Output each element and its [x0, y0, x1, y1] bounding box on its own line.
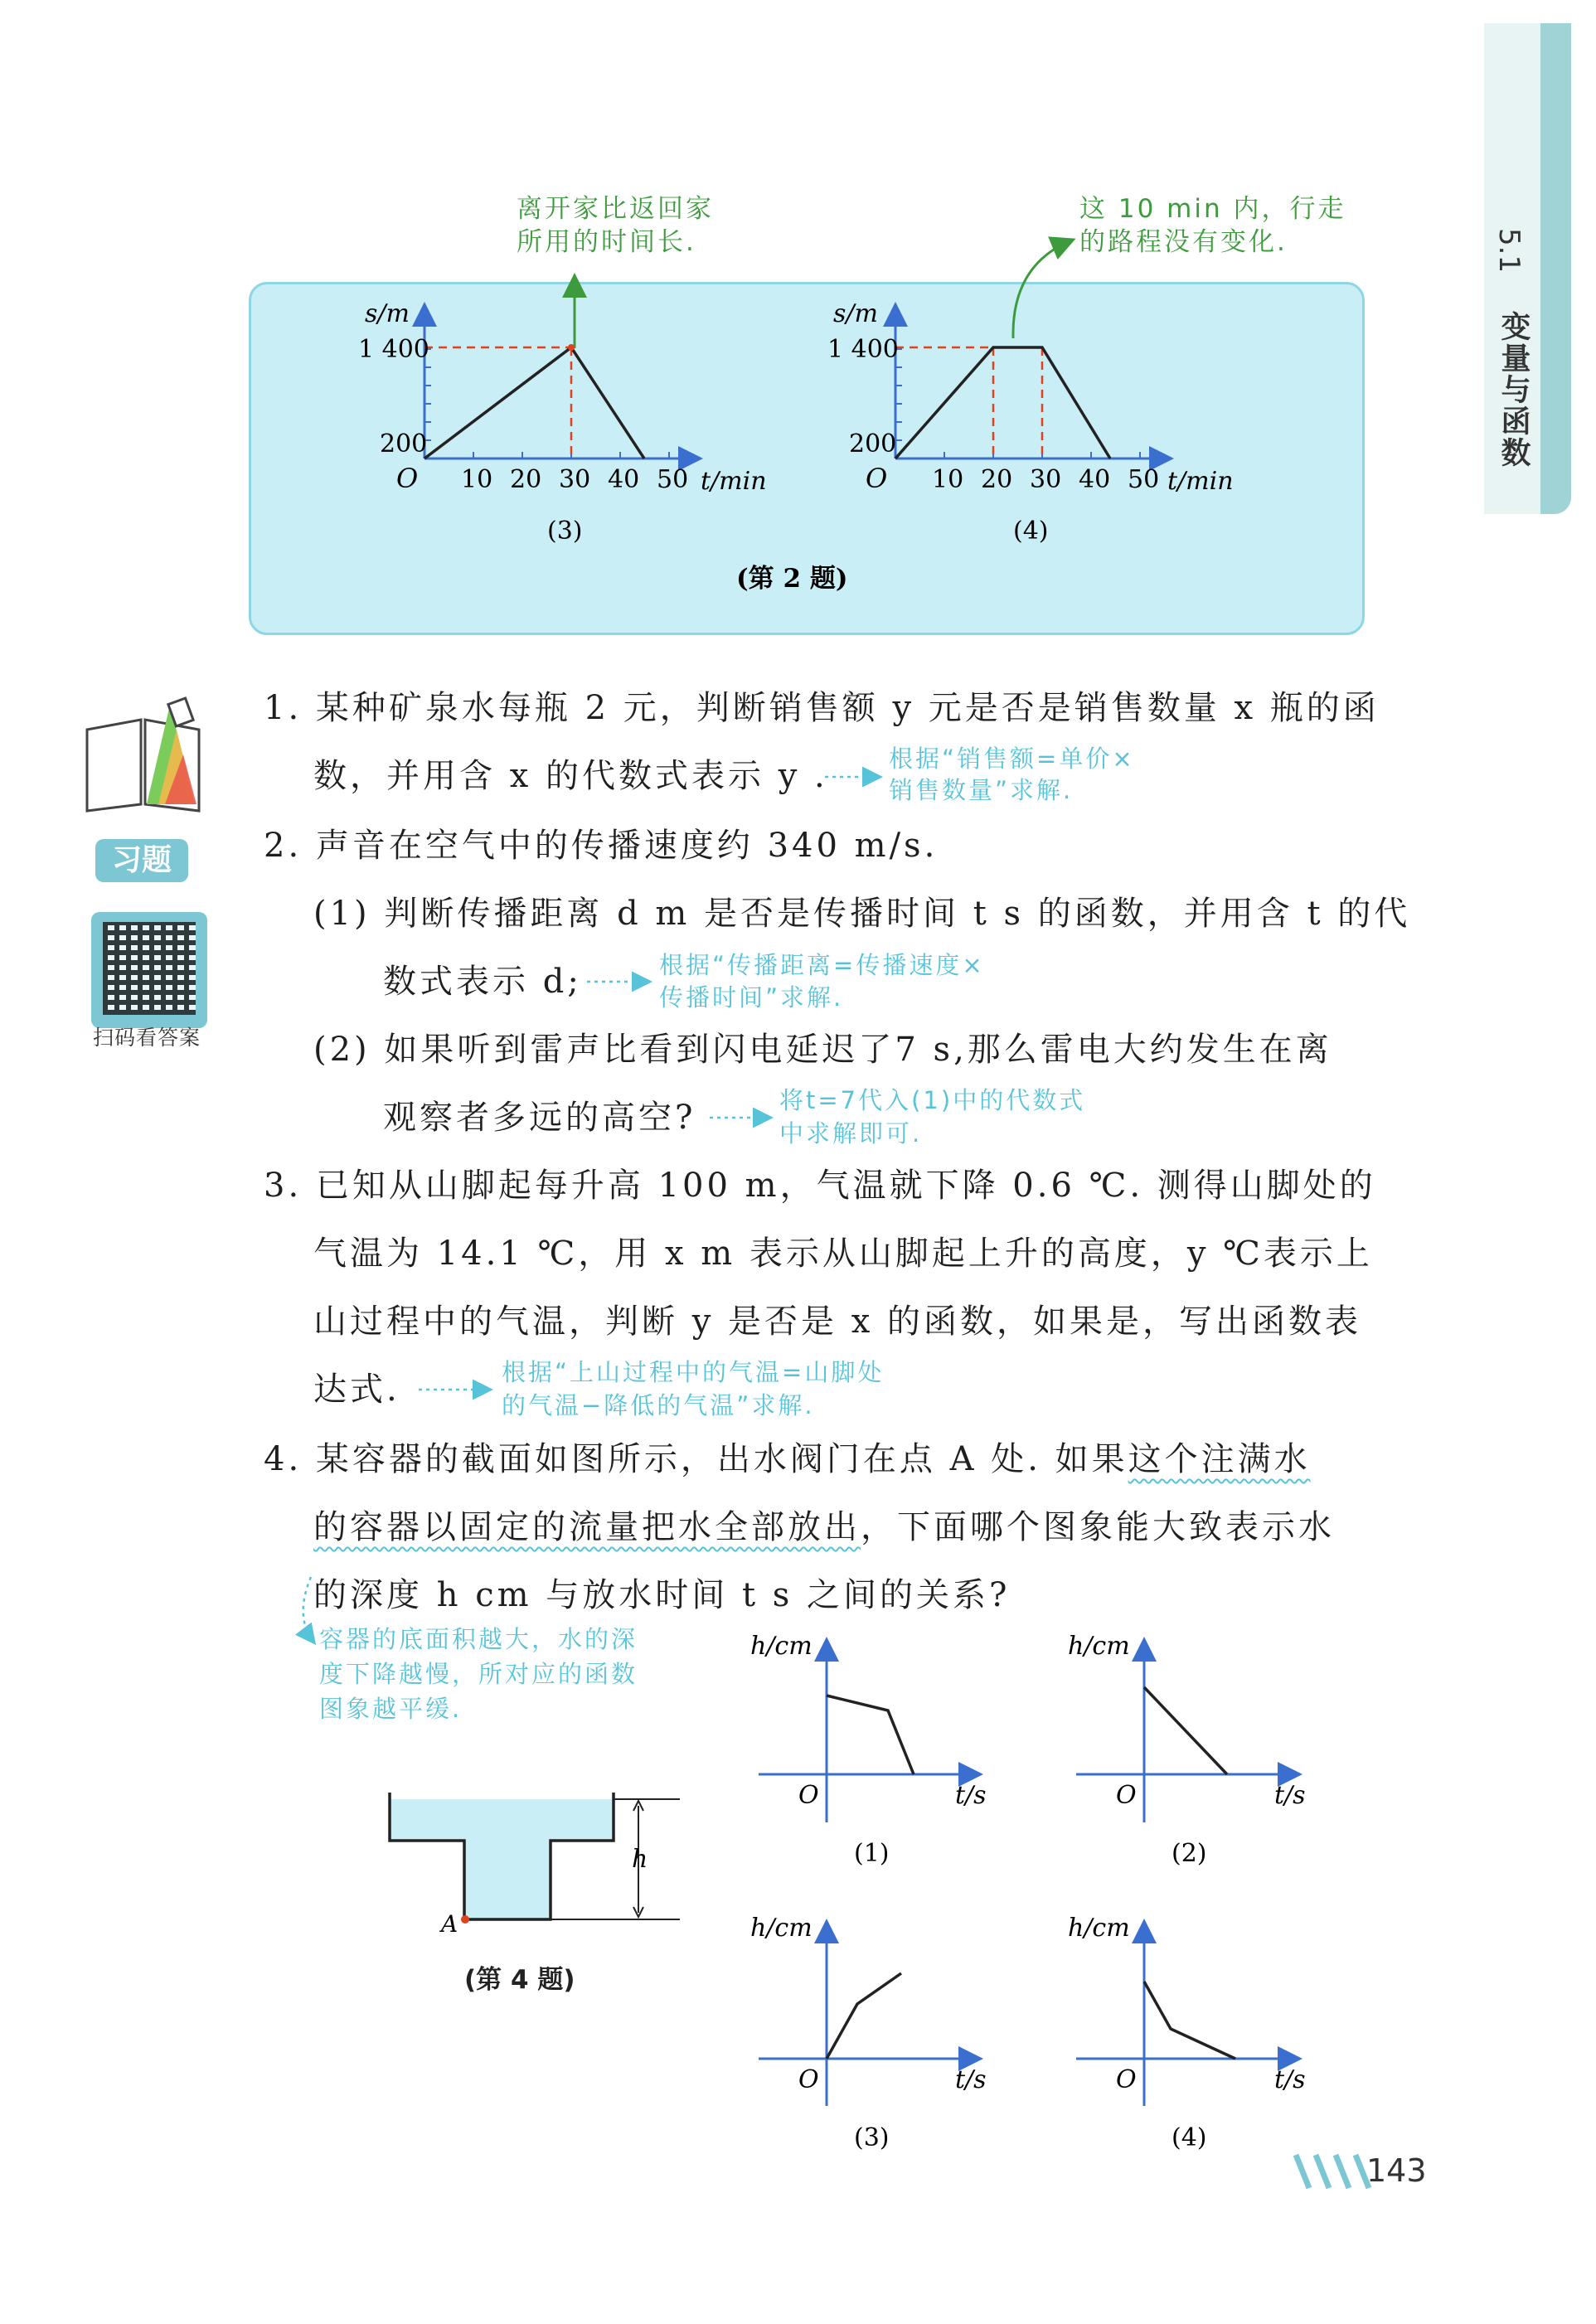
- q3-note-line2: 的气温−降低的气温”求解.: [502, 1391, 815, 1419]
- q1-note-line1: 根据“销售额=单价×: [889, 745, 1135, 773]
- q2-1-note-line2: 传播时间”求解.: [659, 983, 844, 1012]
- note-graph3-line2: 所用的时间长.: [517, 227, 696, 257]
- height-label: h: [632, 1845, 648, 1874]
- q4-note-line3: 图象越平缓.: [319, 1695, 463, 1723]
- ytick-200-3: 200: [380, 429, 428, 458]
- q2-1-note-line1: 根据“传播距离=传播速度×: [659, 951, 985, 979]
- q2-line1: 2. 声音在空气中的传播速度约 340 m/s.: [264, 827, 939, 865]
- series-line-4-1: [827, 1696, 914, 1774]
- xlabel-4-1: t/s: [955, 1781, 987, 1810]
- exercise-label: 习题: [95, 839, 188, 882]
- graph-4-1: [750, 1632, 987, 1868]
- q3-line3: 山过程中的气温，判断 y 是否是 x 的函数，如果是，写出函数表: [313, 1303, 1362, 1341]
- ylabel-4-2: h/cm: [1068, 1632, 1130, 1661]
- point-a-label: A: [441, 1910, 458, 1938]
- q2-2-note-line2: 中求解即可.: [779, 1119, 923, 1147]
- origin-4: O: [866, 463, 888, 494]
- figure4-graphs: [0, 1617, 1596, 2197]
- ylabel-4: s/m: [833, 299, 878, 328]
- q3-line2: 气温为 14.1 ℃，用 x m 表示从山脚起上升的高度，y ℃表示上: [313, 1235, 1373, 1273]
- xtick-10-4: 10: [932, 465, 964, 494]
- origin-4-3: O: [798, 2065, 819, 2094]
- q3-line1: 3. 已知从山脚起每升高 100 m，气温就下降 0.6 ℃. 测得山脚处的: [264, 1167, 1376, 1205]
- caption-4: (4): [1013, 517, 1049, 546]
- q1-line2: 数，并用含 x 的代数式表示 y .: [313, 757, 828, 795]
- graph-4-3: [750, 1914, 987, 2152]
- note-graph4-line1: 这 10 min 内，行走: [1079, 194, 1346, 224]
- xlabel-4-4: t/s: [1274, 2065, 1306, 2094]
- ylabel-4-1: h/cm: [750, 1632, 813, 1661]
- xlabel-3: t/min: [701, 467, 767, 496]
- xtick-50-3: 50: [657, 465, 689, 494]
- q4-line1-text: 4. 某容器的截面如图所示，出水阀门在点 A 处. 如果: [264, 1440, 1128, 1478]
- origin-4-4: O: [1116, 2065, 1137, 2094]
- section-number: 5.1: [1492, 228, 1526, 274]
- origin-3: O: [396, 463, 419, 494]
- series-line-4-3: [827, 1973, 901, 2059]
- graph-4-4: [1068, 1914, 1306, 2152]
- q4-line1-underlined: 这个注满水: [1128, 1440, 1311, 1478]
- ytick-1400-3: 1 400: [358, 335, 429, 364]
- figure2-title: (第 2 题): [736, 564, 848, 594]
- figure4-title: (第 4 题): [464, 1965, 575, 1995]
- ylabel-3: s/m: [365, 299, 410, 328]
- xlabel-4: t/min: [1167, 467, 1234, 496]
- note-graph4-line2: 的路程没有变化.: [1079, 227, 1288, 257]
- q2-1-line1: (1) 判断传播距离 d m 是否是传播时间 t s 的函数，并用含 t 的代: [313, 895, 1411, 933]
- q2-1-line2: 数式表示 d;: [383, 963, 582, 1001]
- q2-2-note-line1: 将t=7代入(1)中的代数式: [779, 1086, 1086, 1114]
- q1-note-line2: 销售数量”求解.: [889, 776, 1074, 804]
- section-title: 变量与函数: [1497, 311, 1531, 468]
- caption-4-1: (1): [854, 1839, 890, 1868]
- q1-line1: 1. 某种矿泉水每瓶 2 元，判断销售额 y 元是否是销售数量 x 瓶的函: [264, 689, 1380, 727]
- q4-line2-underlined: 的容器以固定的流量把水全部放出: [313, 1508, 861, 1546]
- caption-4-2: (2): [1172, 1839, 1207, 1868]
- note-graph3-line1: 离开家比返回家: [517, 194, 714, 224]
- q4-line3: 的深度 h cm 与放水时间 t s 之间的关系?: [313, 1576, 1011, 1614]
- page-number: 143: [1366, 2152, 1427, 2189]
- xtick-40-4: 40: [1079, 465, 1111, 494]
- origin-4-2: O: [1116, 1781, 1137, 1810]
- caption-4-3: (3): [854, 2123, 890, 2152]
- ytick-200-4: 200: [849, 429, 897, 458]
- xtick-10-3: 10: [461, 465, 493, 494]
- xlabel-4-2: t/s: [1274, 1781, 1306, 1810]
- q3-line4: 达式.: [313, 1371, 400, 1409]
- q4-line2-text: ，下面哪个图象能大致表示水: [861, 1508, 1335, 1546]
- xtick-30-4: 30: [1030, 465, 1062, 494]
- xtick-50-4: 50: [1128, 465, 1160, 494]
- q2-2-line2: 观察者多远的高空?: [383, 1099, 696, 1137]
- graph-4-2: [1068, 1632, 1306, 1868]
- ylabel-4-4: h/cm: [1068, 1914, 1130, 1943]
- xtick-40-3: 40: [608, 465, 640, 494]
- xtick-30-3: 30: [559, 465, 591, 494]
- series-line-4-2: [1144, 1687, 1227, 1774]
- q4-note-line2: 度下降越慢，所对应的函数: [319, 1660, 638, 1688]
- origin-4-1: O: [798, 1781, 819, 1810]
- caption-3: (3): [547, 517, 583, 546]
- ylabel-4-3: h/cm: [750, 1914, 813, 1943]
- ytick-1400-4: 1 400: [827, 335, 899, 364]
- caption-4-4: (4): [1172, 2123, 1207, 2152]
- q3-note-line1: 根据“上山过程中的气温=山脚处: [502, 1358, 885, 1386]
- xlabel-4-3: t/s: [955, 2065, 987, 2094]
- xtick-20-4: 20: [981, 465, 1013, 494]
- q4-note-line1: 容器的底面积越大，水的深: [319, 1625, 638, 1653]
- xtick-20-3: 20: [510, 465, 542, 494]
- series-line-4-4: [1144, 1982, 1235, 2059]
- qr-label: 扫码看答案: [93, 1026, 201, 1050]
- q2-2-line1: (2) 如果听到雷声比看到闪电延迟了7 s,那么雷电大约发生在离: [313, 1031, 1332, 1069]
